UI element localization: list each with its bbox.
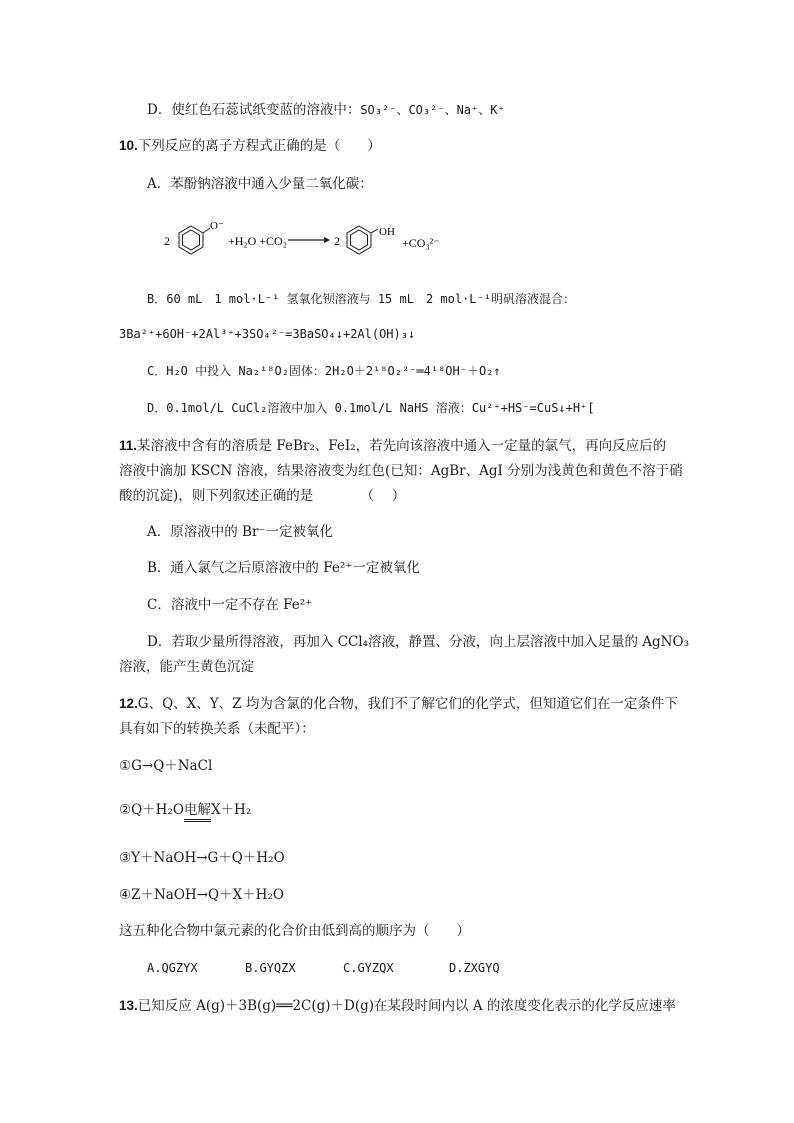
q11-stem-text-1: 某溶液中含有的溶质是 FeBr₂、FeI₂，若先向该溶液中通入一定量的氯气，再向反应后的 [137,438,667,454]
q11-option-d-line2: 溶液，能产生黄色沉淀 [119,659,254,675]
q10-option-c-equation: 2H₂O＋2¹⁸O₂²⁻═4¹⁸OH⁻＋O₂↑ [324,364,501,378]
q10-option-b: B．60 mL 1 mol·L⁻¹ 氢氧化钡溶液与 15 mL 2 mol·L⁻¹明矾溶液混合： [147,292,575,306]
q11-stem-line2: 溶液中滴加 KSCN 溶液，结果溶液变为红色(已知：AgBr、AgI 分别为浅黄色和黄色不溶于硝 [119,463,683,479]
coefficient-2-right: 2 [334,234,340,248]
q12-stem-text-1: G、Q、X、Y、Z 均为含氯的化合物，我们不了解它们的化学式，但知道它们在一定条件下 [137,696,678,712]
q12-number: 12. [119,696,138,711]
q12-reaction-1: ①G→Q＋NaCl [119,758,213,774]
q12-reaction-4: ④Z＋NaOH→Q＋X＋H₂O [119,887,284,903]
q12-reaction-2-left: ②Q＋H₂O [119,802,184,818]
coefficient-2-left: 2 [164,234,170,248]
q10-option-a-equation [160,218,460,270]
electrolysis-condition: 电解 [184,802,211,822]
q12-stem-line2: 具有如下的转换关系（未配平）： [119,721,315,737]
q10-option-a: A．苯酚钠溶液中通入少量二氧化碳： [147,176,373,192]
phenoxide-benzene-ring-icon [179,226,210,254]
q9-option-d [147,101,505,119]
q12-reaction-2 [119,801,251,819]
q10-option-c [147,362,501,380]
q10-option-d: D．0.1mol/L CuCl₂溶液中加入 0.1mol/L NaHS 溶液：Cu²⁺+HS⁻=CuS↓+H⁺[ [147,401,595,415]
q12-question: 这五种化合物中氯元素的化合价由低到高的顺序为（ ） [119,923,470,939]
q11-stem-line3: 酸的沉淀)，则下列叙述正确的是 （ ） [119,488,406,504]
q13-stem-text: 已知反应 A(g)＋3B(g)══2C(g)＋D(g)在某段时间内以 A 的浓度变化表示的化学反应速率 [137,998,676,1014]
phenoxide-reaction-diagram [160,218,460,266]
q10-stem [119,137,381,155]
q10-option-b-equation: 3Ba²⁺+6OH⁻+2Al³⁺+3SO₄²⁻=3BaSO₄↓+2Al(OH)₃↓ [119,327,416,341]
q12-option-d: D.ZXGYQ [449,961,500,975]
q11-stem-line1 [119,437,666,455]
q11-option-d-line1: D．若取少量所得溶液，再加入 CCl₄溶液，静置、分液，向上层溶液中加入足量的 AgNO₃ [147,634,689,650]
q11-option-c: C．溶液中一定不存在 Fe²⁺ [147,597,313,613]
q10-stem-text: 下列反应的离子方程式正确的是（ ） [137,138,381,154]
q12-option-b: B.GYQZX [245,961,296,975]
q9-option-d-ions: SO₃²⁻、CO₃²⁻、Na⁺、K⁺ [360,103,505,117]
phenol-oh-group: OH [379,226,395,238]
q9-option-d-text: D．使红色石蕊试纸变蓝的溶液中： [147,102,361,118]
water-co2-reactants: +H₂O +CO₂ [228,234,287,248]
q10-number: 10. [119,138,138,153]
phenoxide-o-minus: O⁻ [210,220,224,232]
q12-reaction-2-right: X＋H₂ [210,802,252,818]
reaction-arrow-icon [288,237,330,243]
q13-stem [119,997,676,1015]
q10-option-c-text: C．H₂O 中投入 Na₂¹⁸O₂固体： [147,364,325,378]
q12-stem-line1 [119,695,678,713]
q12-option-a: A.QGZYX [147,961,198,975]
q11-option-a: A．原溶液中的 Br⁻一定被氧化 [147,524,334,540]
q12-option-c: C.GYZQX [343,961,394,975]
q12-reaction-3: ③Y＋NaOH→G＋Q＋H₂O [119,850,285,866]
q11-number: 11. [119,438,138,453]
carbonate-product: +CO₃²⁻ [402,236,440,250]
q13-number: 13. [119,998,138,1013]
q11-option-b: B．通入氯气之后原溶液中的 Fe²⁺一定被氧化 [147,560,420,576]
phenol-benzene-ring-icon [347,226,378,254]
